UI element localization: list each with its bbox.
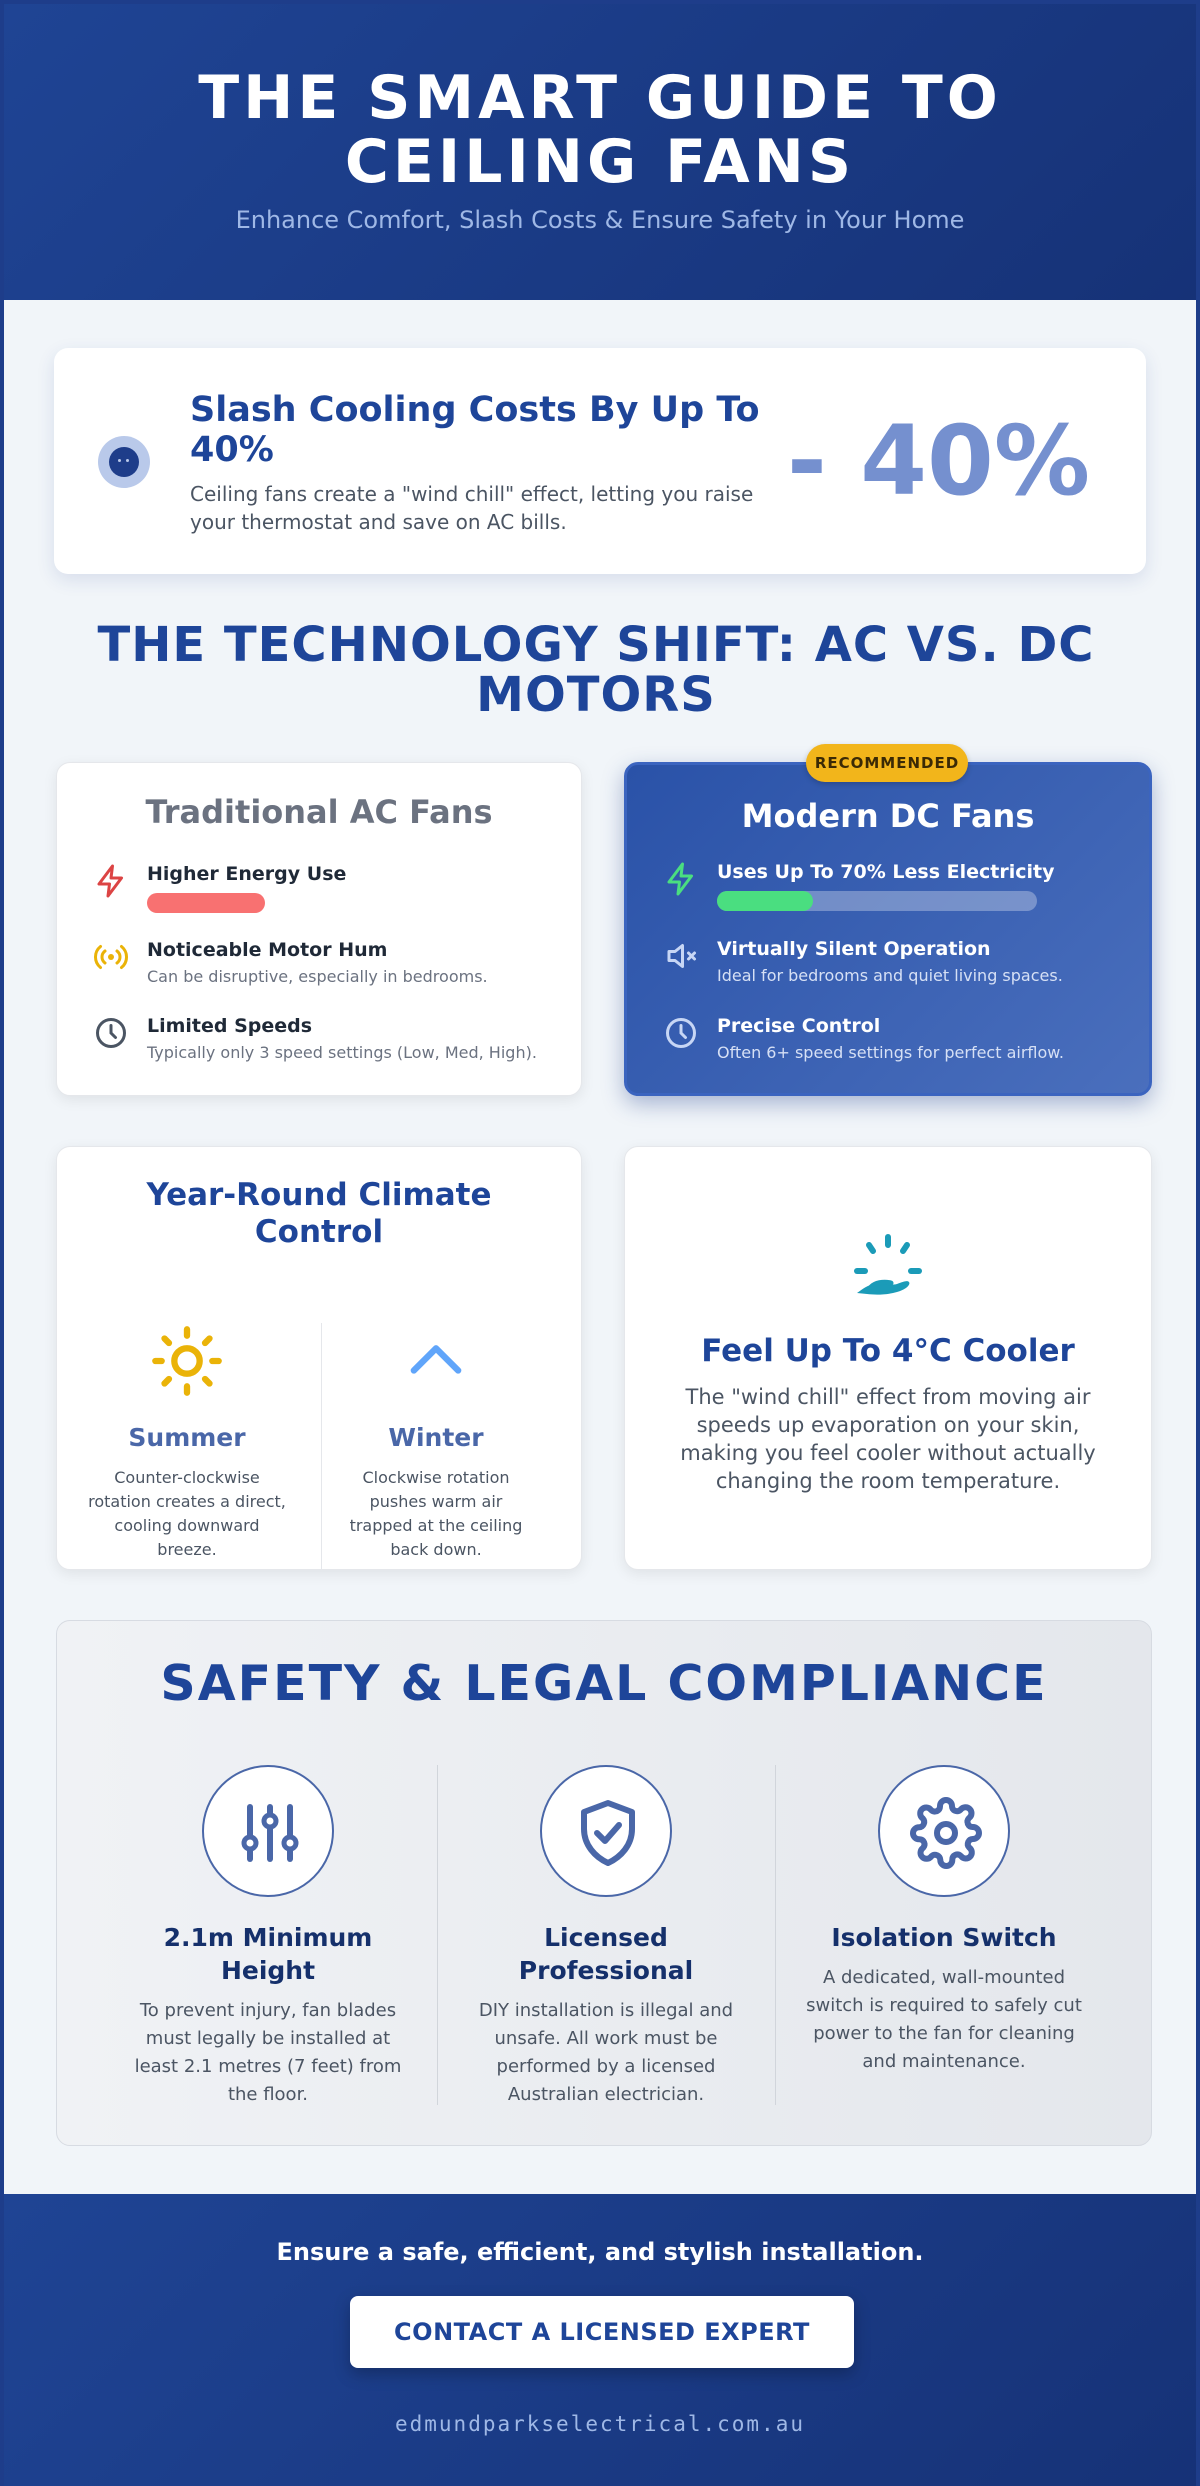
footer-tagline: Ensure a safe, efficient, and stylish installation. [276, 2238, 924, 2266]
gear-icon [910, 1797, 982, 1869]
cooler-card [624, 1146, 1152, 1570]
vibration-icon [93, 939, 129, 975]
season-summer-desc: Counter-clockwise rotation creates a direct, cooling downward breeze. [88, 1468, 286, 1559]
dc-feature-silent-desc: Ideal for bedrooms and quiet living spaces. [717, 966, 1063, 985]
safety-item-isolation-title: Isolation Switch [831, 1923, 1057, 1952]
climate-control-title [57, 1177, 581, 1251]
dc-fans-card [624, 762, 1152, 1096]
season-winter-name: Winter [388, 1423, 484, 1452]
cost-savings-title: Slash Cooling Costs By Up To 40% [190, 390, 760, 470]
safety-item-height-title [99, 1921, 437, 1987]
season-winter [321, 1323, 551, 1562]
contact-expert-button[interactable]: CONTACT A LICENSED EXPERT [350, 2296, 854, 2368]
sliders-icon [234, 1797, 306, 1869]
page-title-text: THE SMART GUIDE TO CEILING FANS [198, 63, 1002, 197]
season-summer [57, 1323, 317, 1562]
safety-section [56, 1620, 1152, 2146]
ac-fans-card [56, 762, 582, 1096]
season-summer-name: Summer [128, 1423, 246, 1452]
safety-item-licensed [437, 1765, 775, 2109]
safety-item-licensed-title [437, 1921, 775, 1987]
safety-title: SAFETY & LEGAL COMPLIANCE [160, 1655, 1048, 1712]
clock-icon [93, 1015, 129, 1051]
lightning-icon [93, 863, 129, 899]
cost-savings-description: Ceiling fans create a "wind chill" effect, letting you raise your thermostat and save on AC bills. [190, 482, 754, 534]
header [4, 4, 1196, 300]
ac-feature-energy [93, 863, 551, 923]
safety-item-isolation-desc: A dedicated, wall-mounted switch is required to safely cut power to the fan for cleaning and maintenance. [806, 1967, 1082, 2072]
cost-savings-card [54, 348, 1146, 574]
safety-icon-circle [202, 1765, 334, 1897]
safety-item-licensed-desc: DIY installation is illegal and unsafe. All work must be performed by a licensed Australian electrician. [478, 2000, 734, 2105]
ac-feature-hum-title: Noticeable Motor Hum [147, 939, 388, 961]
ac-feature-energy-title: Higher Energy Use [147, 863, 347, 885]
ac-feature-speeds-desc: Typically only 3 speed settings (Low, Med, High). [147, 1043, 537, 1062]
dc-feature-control [663, 1015, 1119, 1075]
cost-savings-value: - 40% [786, 405, 1090, 517]
safety-item-height-desc: To prevent injury, fan blades must legally be installed at least 2.1 metres (7 feet) from the floor. [134, 2000, 402, 2105]
ac-fans-title: Traditional AC Fans [145, 793, 493, 831]
cooler-description: The "wind chill" effect from moving air speeds up evaporation on your skin, making you feel cooler without actually changing the room temperature. [680, 1385, 1096, 1493]
safety-icon-circle [540, 1765, 672, 1897]
mute-icon [663, 938, 699, 974]
recommended-badge: RECOMMENDED [806, 744, 968, 782]
page-subtitle: Enhance Comfort, Slash Costs & Ensure Safety in Your Home [235, 206, 965, 234]
climate-control-card [56, 1146, 582, 1570]
dc-feature-control-desc: Often 6+ speed settings for perfect airflow. [717, 1043, 1064, 1062]
footer-domain-link[interactable]: edmundparkselectrical.com.au [394, 2412, 805, 2436]
safety-icon-circle [878, 1765, 1010, 1897]
dc-feature-silent-title: Virtually Silent Operation [717, 938, 991, 960]
dc-energy-bar [717, 891, 1037, 911]
safety-item-isolation [775, 1765, 1113, 2076]
outlet-icon [98, 436, 150, 488]
dc-energy-bar-fill [717, 891, 813, 911]
dc-feature-electricity [663, 861, 1119, 921]
footer [4, 2194, 1196, 2486]
chevron-up-icon [398, 1323, 474, 1399]
safety-item-height [99, 1765, 437, 2109]
ac-feature-speeds-title: Limited Speeds [147, 1015, 313, 1037]
season-winter-desc: Clockwise rotation pushes warm air trapped at the ceiling back down. [349, 1468, 523, 1559]
tech-section-title: THE TECHNOLOGY SHIFT: AC VS. DC MOTORS [97, 617, 1095, 723]
safety-item-height-title-text: 2.1m Minimum Height [163, 1923, 373, 1985]
safety-item-licensed-title-text: Licensed Professional [518, 1923, 694, 1985]
ac-energy-bar-fill [147, 893, 265, 913]
ac-feature-hum [93, 939, 551, 999]
ac-feature-hum-desc: Can be disruptive, especially in bedrooms. [147, 967, 488, 986]
climate-control-title-text: Year-Round Climate Control [146, 1177, 492, 1250]
ac-feature-speeds [93, 1015, 551, 1075]
page-title [4, 63, 1196, 197]
cooler-title: Feel Up To 4°C Cooler [701, 1333, 1075, 1369]
shield-check-icon [572, 1797, 644, 1869]
wind-hand-icon [841, 1231, 935, 1311]
sun-icon [149, 1323, 225, 1399]
dc-fans-title: Modern DC Fans [741, 797, 1035, 835]
dc-feature-electricity-title: Uses Up To 70% Less Electricity [717, 861, 1055, 883]
ac-energy-bar [147, 893, 467, 913]
clock-icon [663, 1015, 699, 1051]
dc-feature-silent [663, 938, 1119, 998]
dc-feature-control-title: Precise Control [717, 1015, 881, 1037]
lightning-icon [663, 861, 699, 897]
